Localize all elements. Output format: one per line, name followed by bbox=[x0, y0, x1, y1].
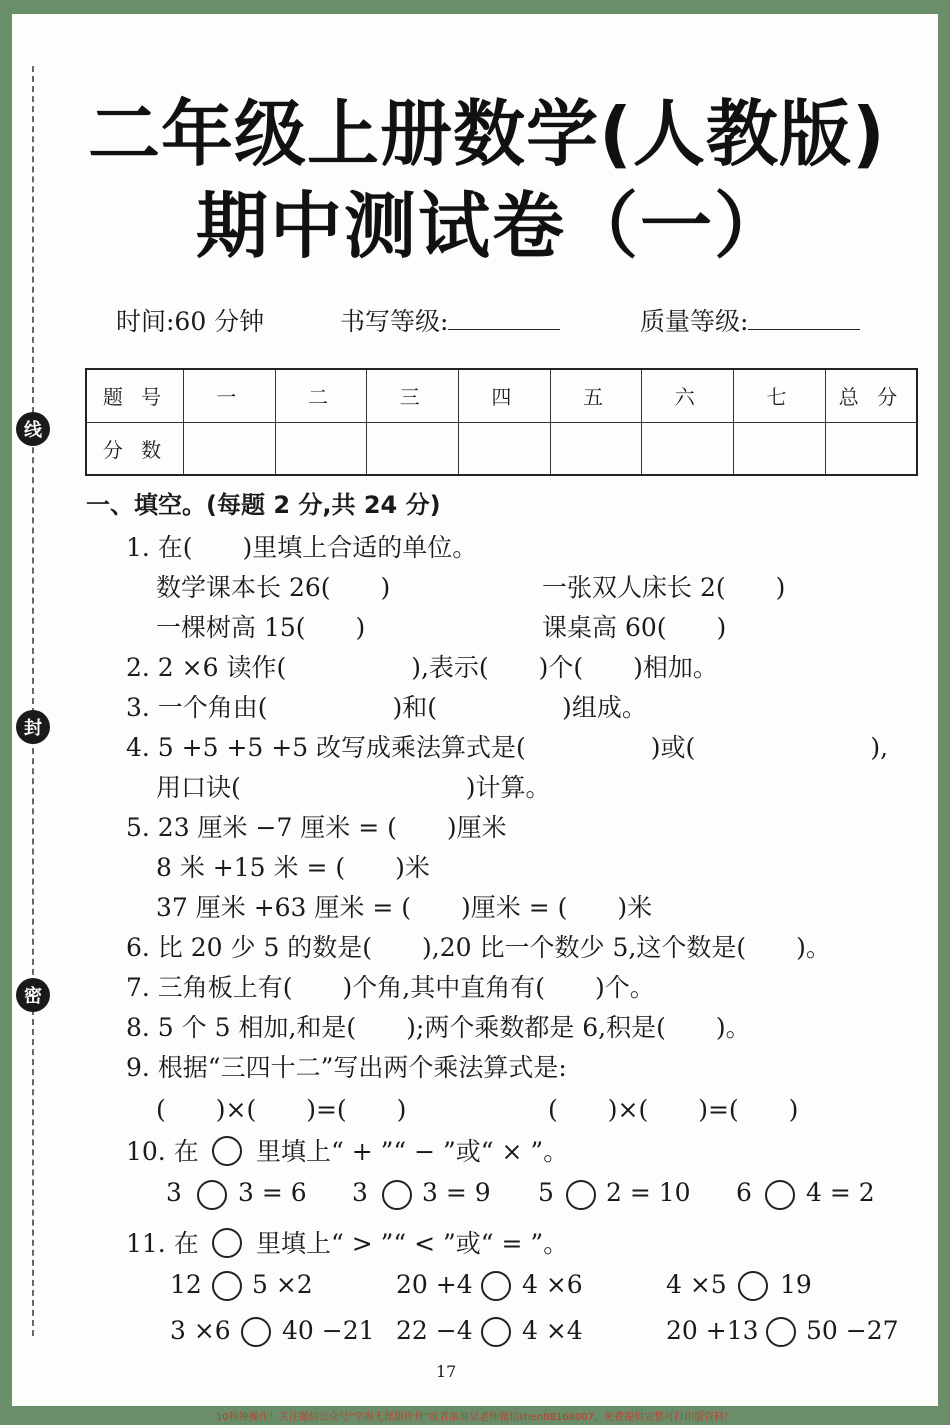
question-line: 1. 在( )里填上合适的单位。 bbox=[126, 533, 478, 562]
score-header-cell: 总 分 bbox=[825, 369, 917, 422]
question-line: 数学课本长 26( ) bbox=[156, 573, 391, 602]
answer-circle[interactable] bbox=[382, 1180, 412, 1210]
score-cell[interactable] bbox=[367, 422, 459, 475]
question-line: 6. 比 20 少 5 的数是( ),20 比一个数少 5,这个数是( )。 bbox=[126, 933, 831, 962]
binding-mark-line: 线 bbox=[16, 412, 50, 446]
answer-circle[interactable] bbox=[765, 1180, 795, 1210]
quality-grade-label: 质量等级: bbox=[640, 307, 749, 336]
score-cell[interactable] bbox=[184, 422, 276, 475]
q10-prompt-end: 里填上“ + ”“ − ”或“ × ”。 bbox=[256, 1137, 569, 1166]
q10-prompt-start: 10. 在 bbox=[126, 1137, 199, 1166]
question-line: 9. 根据“三四十二”写出两个乘法算式是: bbox=[126, 1053, 567, 1082]
question-line: ( )×( )=( ) bbox=[548, 1095, 799, 1124]
question-line: ( )×( )=( ) bbox=[156, 1095, 407, 1124]
writing-grade bbox=[340, 302, 560, 338]
q10-left: 3 bbox=[166, 1178, 182, 1207]
answer-circle[interactable] bbox=[481, 1271, 511, 1301]
q11-right: 4 ×4 bbox=[522, 1316, 583, 1345]
time-label: 时间:60 分钟 bbox=[116, 307, 265, 336]
score-header-cell: 一 bbox=[184, 369, 276, 422]
score-header-cell: 二 bbox=[275, 369, 367, 422]
question-line: 8. 5 个 5 相加,和是( );两个乘数都是 6,积是( )。 bbox=[126, 1013, 751, 1042]
q11-left: 20 +4 bbox=[396, 1270, 473, 1299]
binding-line bbox=[32, 66, 34, 1336]
answer-circle[interactable] bbox=[766, 1317, 796, 1347]
example-circle-icon bbox=[212, 1228, 242, 1258]
question-line: 课桌高 60( ) bbox=[542, 613, 727, 642]
score-header-cell: 题 号 bbox=[86, 369, 184, 422]
score-header-cell: 四 bbox=[459, 369, 551, 422]
score-cell[interactable] bbox=[275, 422, 367, 475]
q10-left: 5 bbox=[538, 1178, 554, 1207]
question-line: 5. 23 厘米 −7 厘米 = ( )厘米 bbox=[126, 813, 507, 842]
page-number: 17 bbox=[436, 1362, 457, 1381]
page-title: 二年级上册数学(人教版) bbox=[88, 92, 886, 176]
score-cell[interactable] bbox=[642, 422, 734, 475]
score-header-cell: 七 bbox=[734, 369, 826, 422]
question-line: 一张双人床长 2( ) bbox=[542, 573, 786, 602]
score-header-row bbox=[86, 369, 917, 422]
score-header-cell: 五 bbox=[550, 369, 642, 422]
page-subtitle: 期中测试卷（一） bbox=[196, 184, 789, 268]
q11-left: 12 bbox=[170, 1270, 202, 1299]
score-header-cell: 六 bbox=[642, 369, 734, 422]
question-line: 8 米 +15 米 = ( )米 bbox=[156, 853, 430, 882]
question-line: 3. 一个角由( )和( )组成。 bbox=[126, 693, 647, 722]
writing-grade-blank[interactable] bbox=[448, 307, 560, 330]
question-line: 37 厘米 +63 厘米 = ( )厘米 = ( )米 bbox=[156, 893, 653, 922]
score-row-label: 分 数 bbox=[86, 422, 184, 475]
q11-right: 40 −21 bbox=[282, 1316, 375, 1345]
q11-right: 50 −27 bbox=[806, 1316, 899, 1345]
answer-circle[interactable] bbox=[212, 1271, 242, 1301]
q10-right: 4 = 2 bbox=[806, 1178, 875, 1207]
score-cell[interactable] bbox=[825, 422, 917, 475]
answer-circle[interactable] bbox=[566, 1180, 596, 1210]
question-line: 2. 2 ×6 读作( ),表示( )个( )相加。 bbox=[126, 653, 718, 682]
writing-grade-label: 书写等级: bbox=[340, 307, 449, 336]
q11-left: 20 +13 bbox=[666, 1316, 759, 1345]
quality-grade-blank[interactable] bbox=[748, 307, 860, 330]
q10-left: 6 bbox=[736, 1178, 752, 1207]
answer-circle[interactable] bbox=[241, 1317, 271, 1347]
question-line: 7. 三角板上有( )个角,其中直角有( )个。 bbox=[126, 973, 655, 1002]
score-table bbox=[85, 368, 918, 476]
q11-left: 22 −4 bbox=[396, 1316, 473, 1345]
score-cell[interactable] bbox=[550, 422, 642, 475]
q10-right: 3 = 6 bbox=[238, 1178, 307, 1207]
q11-left: 4 ×5 bbox=[666, 1270, 727, 1299]
score-value-row bbox=[86, 422, 917, 475]
q11-right: 19 bbox=[780, 1270, 812, 1299]
q10-right: 3 = 9 bbox=[422, 1178, 491, 1207]
q10-left: 3 bbox=[352, 1178, 368, 1207]
answer-circle[interactable] bbox=[481, 1317, 511, 1347]
q10-right: 2 = 10 bbox=[606, 1178, 691, 1207]
footer-note: 10秒钟操作！关注微信公众号“学海无涯甜作舟”或者添加吴老师微信shen88168007，免费提供完整可打印版资料！ bbox=[215, 1412, 735, 1423]
q11-right: 4 ×6 bbox=[522, 1270, 583, 1299]
example-circle-icon bbox=[212, 1136, 242, 1166]
binding-mark-secret: 密 bbox=[16, 978, 50, 1012]
binding-mark-seal: 封 bbox=[16, 710, 50, 744]
answer-circle[interactable] bbox=[197, 1180, 227, 1210]
q11-prompt-start: 11. 在 bbox=[126, 1229, 199, 1258]
question-line: 4. 5 +5 +5 +5 改写成乘法算式是( )或( ), bbox=[126, 733, 889, 762]
q11-left: 3 ×6 bbox=[170, 1316, 231, 1345]
score-cell[interactable] bbox=[459, 422, 551, 475]
q11-right: 5 ×2 bbox=[252, 1270, 313, 1299]
score-cell[interactable] bbox=[734, 422, 826, 475]
q11-prompt-end: 里填上“ > ”“ < ”或“ = ”。 bbox=[256, 1229, 569, 1258]
question-line: 用口诀( )计算。 bbox=[156, 773, 551, 802]
answer-circle[interactable] bbox=[738, 1271, 768, 1301]
quality-grade bbox=[640, 302, 860, 338]
question-line: 一棵树高 15( ) bbox=[156, 613, 366, 642]
section-heading: 一、填空。(每题 2 分,共 24 分) bbox=[86, 491, 441, 519]
score-header-cell: 三 bbox=[367, 369, 459, 422]
